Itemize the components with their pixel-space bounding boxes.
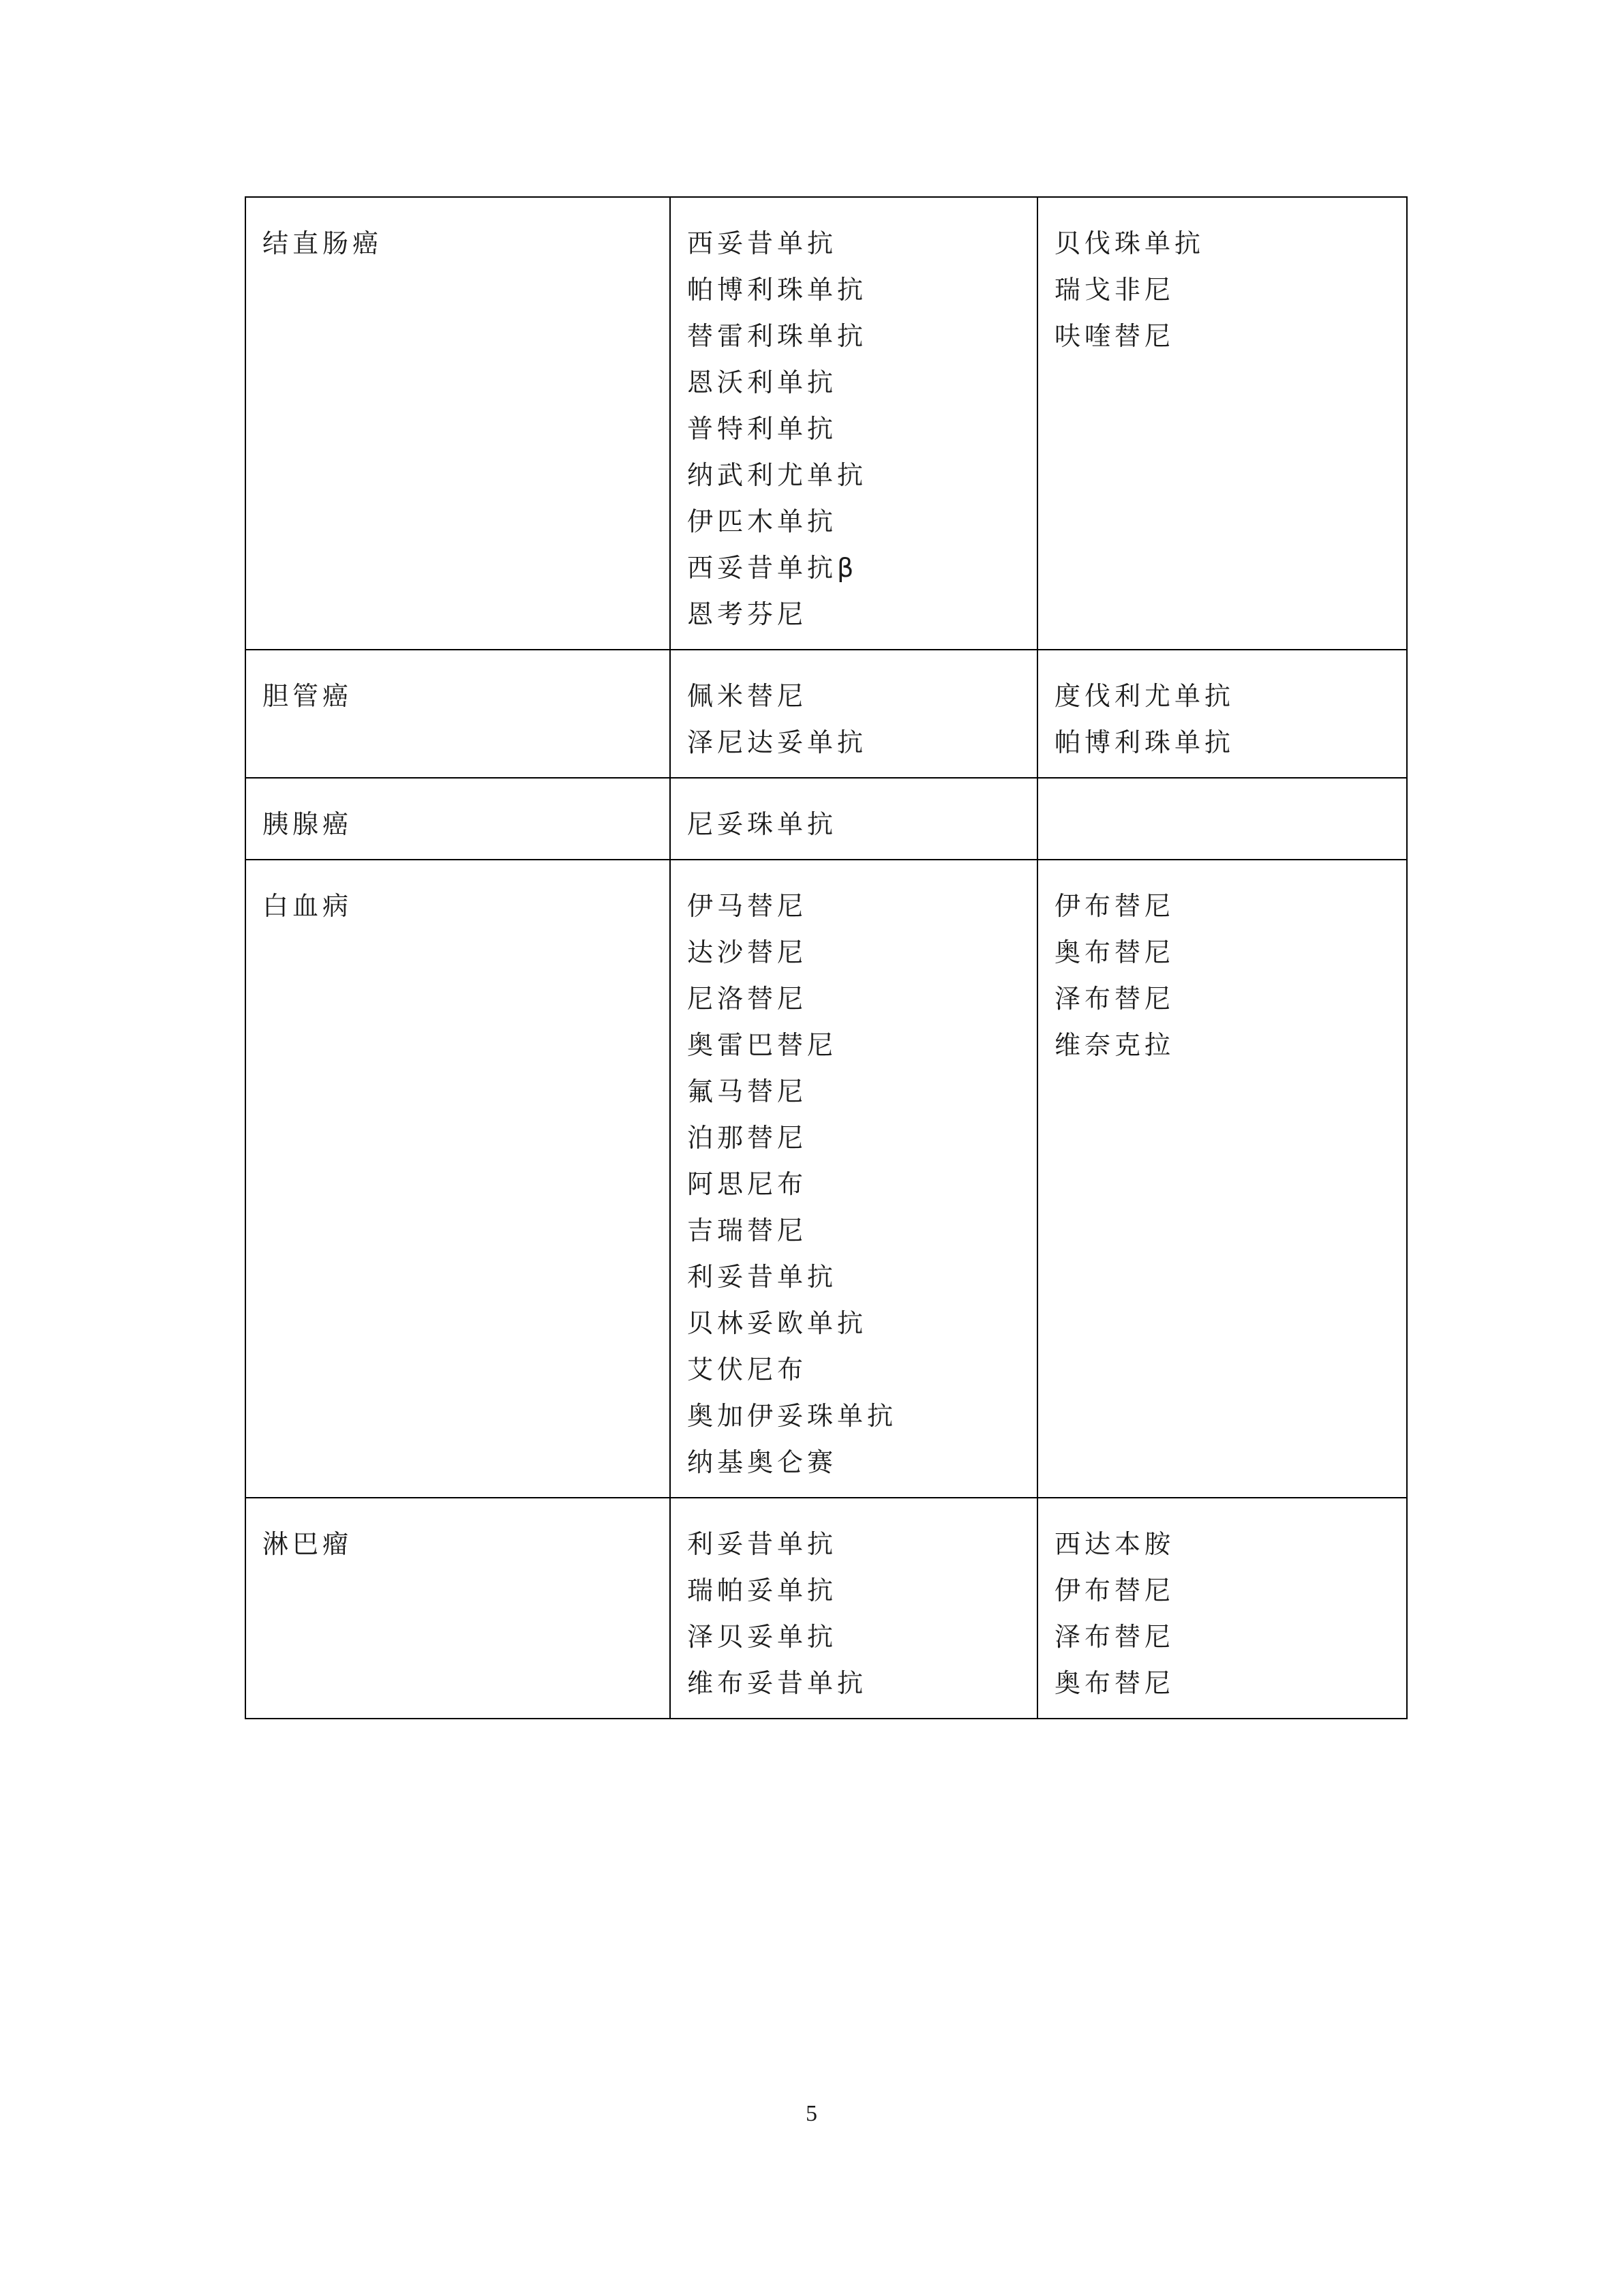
drug-name: 替雷利珠单抗 <box>687 321 868 351</box>
drug-name: 奥雷巴替尼 <box>687 1030 838 1060</box>
drug-name: 伊匹木单抗 <box>687 507 838 537</box>
drug-column-b-cell <box>1037 1498 1407 1719</box>
drug-name: 帕博利珠单抗 <box>687 275 868 305</box>
drug-name: 恩考芬尼 <box>687 599 808 629</box>
page-number: 5 <box>806 2101 817 2126</box>
disease-name: 淋巴瘤 <box>262 1529 353 1559</box>
drug-name: 佩米替尼 <box>687 681 808 711</box>
disease-cell <box>245 197 670 650</box>
table-row <box>245 778 1407 860</box>
drug-name: 尼妥珠单抗 <box>687 809 838 839</box>
table-row <box>245 650 1407 778</box>
drug-column-b-cell <box>1037 650 1407 778</box>
drug-name: 达沙替尼 <box>687 937 808 967</box>
drug-name: 维奈克拉 <box>1055 1030 1175 1060</box>
drug-column-a-cell-list <box>687 664 1037 774</box>
drug-column-a-cell <box>670 1498 1037 1719</box>
drug-name: 瑞帕妥单抗 <box>687 1575 838 1605</box>
table-row <box>245 197 1407 650</box>
drug-name: 瑞戈非尼 <box>1055 275 1175 305</box>
drug-table-body <box>245 197 1407 1719</box>
drug-column-a-cell <box>670 197 1037 650</box>
drug-name: 艾伏尼布 <box>687 1355 808 1385</box>
disease-cell <box>245 650 670 778</box>
drug-column-a-cell <box>670 650 1037 778</box>
drug-name: 泊那替尼 <box>687 1123 808 1153</box>
drug-name: 阿思尼布 <box>687 1169 808 1199</box>
disease-name: 白血病 <box>262 891 353 921</box>
drug-column-a-cell <box>670 778 1037 860</box>
disease-name: 结直肠癌 <box>262 228 383 258</box>
drug-name: 奥加伊妥珠单抗 <box>687 1401 898 1431</box>
disease-cell <box>245 1498 670 1719</box>
table-row <box>245 860 1407 1498</box>
drug-table <box>245 196 1408 1719</box>
drug-name: 贝伐珠单抗 <box>1055 228 1205 258</box>
drug-name: 奥布替尼 <box>1055 1668 1175 1698</box>
drug-name: 维布妥昔单抗 <box>687 1668 868 1698</box>
drug-column-b-cell-list <box>1055 1512 1406 1715</box>
drug-name: 氟马替尼 <box>687 1076 808 1106</box>
drug-name: 恩沃利单抗 <box>687 367 838 397</box>
drug-name: 泽贝妥单抗 <box>687 1622 838 1652</box>
drug-column-a-cell-list <box>687 1512 1037 1715</box>
drug-name: 泽布替尼 <box>1055 1622 1175 1652</box>
drug-name: 西达本胺 <box>1055 1529 1175 1559</box>
disease-name: 胆管癌 <box>262 681 353 711</box>
drug-column-b-cell <box>1037 778 1407 860</box>
disease-cell <box>245 778 670 860</box>
table-row <box>245 1498 1407 1719</box>
drug-name: 利妥昔单抗 <box>687 1262 838 1292</box>
drug-name: 普特利单抗 <box>687 414 838 444</box>
drug-column-a-cell <box>670 860 1037 1498</box>
disease-cell <box>245 860 670 1498</box>
drug-name: 伊布替尼 <box>1055 891 1175 921</box>
drug-name: 纳武利尤单抗 <box>687 460 868 490</box>
drug-name: 西妥昔单抗β <box>687 553 858 583</box>
drug-name: 贝林妥欧单抗 <box>687 1308 868 1338</box>
drug-column-a-cell-list <box>687 211 1037 646</box>
drug-name: 伊布替尼 <box>1055 1575 1175 1605</box>
drug-column-a-cell-list <box>687 874 1037 1494</box>
drug-name: 尼洛替尼 <box>687 984 808 1014</box>
disease-name: 胰腺癌 <box>262 809 353 839</box>
drug-column-b-cell <box>1037 860 1407 1498</box>
drug-name: 泽尼达妥单抗 <box>687 727 868 757</box>
drug-name: 度伐利尤单抗 <box>1055 681 1235 711</box>
drug-name: 伊马替尼 <box>687 891 808 921</box>
drug-name: 呋喹替尼 <box>1055 321 1175 351</box>
drug-column-b-cell-list <box>1055 664 1406 774</box>
drug-name: 西妥昔单抗 <box>687 228 838 258</box>
drug-name: 泽布替尼 <box>1055 984 1175 1014</box>
drug-column-b-cell-list <box>1055 211 1406 368</box>
drug-column-a-cell-list <box>687 792 1037 856</box>
drug-name: 利妥昔单抗 <box>687 1529 838 1559</box>
drug-name: 帕博利珠单抗 <box>1055 727 1235 757</box>
drug-name: 纳基奥仑赛 <box>687 1447 838 1477</box>
drug-name: 吉瑞替尼 <box>687 1215 808 1245</box>
drug-column-b-cell <box>1037 197 1407 650</box>
drug-name: 奥布替尼 <box>1055 937 1175 967</box>
drug-column-b-cell-list <box>1055 874 1406 1077</box>
